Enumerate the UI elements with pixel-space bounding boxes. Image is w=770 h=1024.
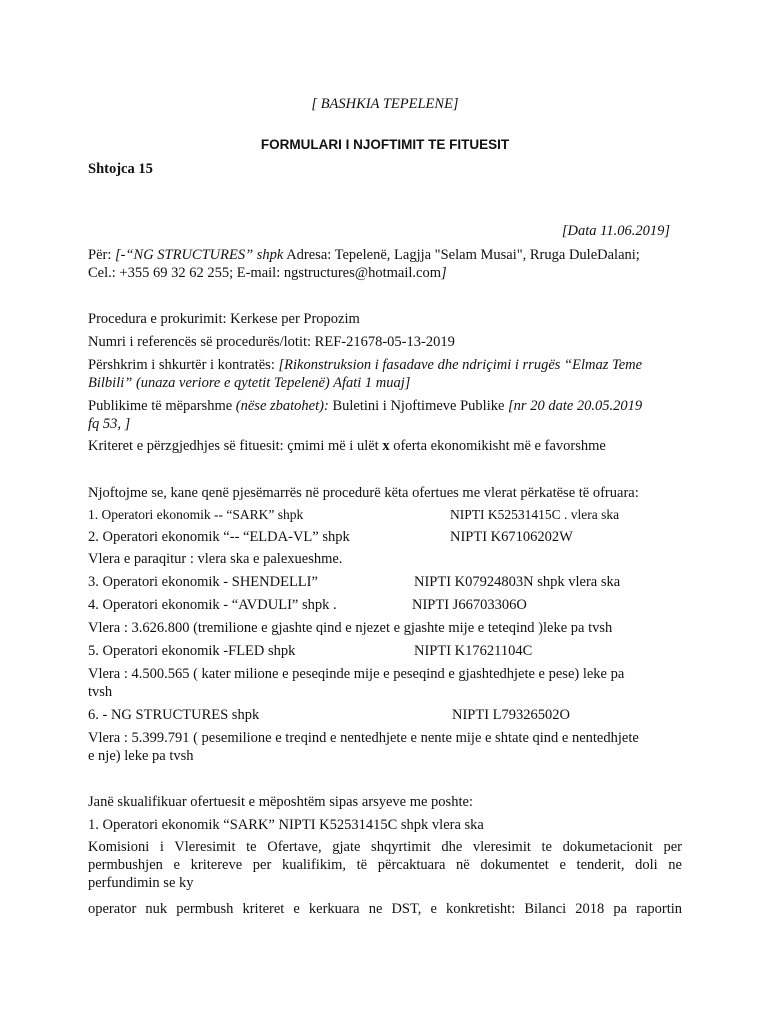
bidder-row-name: 5. Operatori ekonomik -FLED shpk: [88, 643, 296, 659]
bidder-row-nipt: NIPTI L79326502O: [452, 707, 571, 723]
commission-text: perfundimin se ky: [88, 875, 194, 891]
bidder-row-nipt: NIPTI K17621104C: [414, 643, 533, 659]
bidder-row-name: 6. - NG STRUCTURES shpk: [88, 707, 260, 723]
disqualified-row: 1. Operatori ekonomik “SARK” NIPTI K52531415C shpk vlera ska: [88, 817, 484, 833]
bidder-row-nipt: NIPTI K07924803N shpk vlera ska: [414, 574, 621, 590]
procedure-type-value: Kerkese per Propozim: [226, 311, 360, 327]
commission-text: Komisioni i Vleresimit te Ofertave, gjate shqyrtimit dhe vleresimit te dokumetacionit per: [88, 839, 682, 855]
procedure-type: [88, 310, 682, 328]
recipient-contact: Cel.: +355 69 32 62 255; E-mail: ngstructures@hotmail.com: [88, 265, 441, 281]
recipient-address: Adresa: Tepelenë, Lagjja "Selam Musai", Rruga DuleDalani;: [283, 247, 640, 263]
bidder-row: Vlera : 3.626.800 (tremilione e gjashte qind e njezet e gjashte mije e teteqind )leke pa tvsh: [88, 620, 613, 636]
bidder-row: [88, 528, 682, 546]
form-title: FORMULARI I NJOFTIMIT TE FITUESIT: [260, 137, 510, 152]
bidder-row-name: 1. Operatori ekonomik -- “SARK” shpk: [88, 507, 304, 522]
contract-description: [88, 356, 682, 374]
annex-label: Shtojca 15: [88, 161, 153, 177]
selection-criteria-label: Kriteret e përzgjedhjes së fituesit: çmimi më i ulët: [88, 438, 383, 454]
bidder-row: [88, 506, 682, 524]
recipient-line: [88, 246, 682, 264]
bidders-intro: Njoftojme se, kane qenë pjesëmarrës në procedurë këta ofertues me vlerat përkatëse të ofruara:: [88, 485, 639, 501]
selection-criteria-rest: oferta ekonomikisht më e favorshme: [389, 438, 606, 454]
bidder-row-name: 4. Operatori ekonomik - “AVDULI” shpk .: [88, 597, 337, 613]
recipient-contact-line: [88, 264, 682, 282]
contract-description-cont: Bilbili” (unaza veriore e qytetit Tepelenë) Afati 1 muaj]: [88, 375, 411, 391]
bidder-row: [88, 596, 682, 614]
previous-publications-label: Publikime të mëparshme: [88, 398, 236, 414]
bidder-row-nipt: NIPTI K67106202W: [450, 529, 573, 545]
previous-publications-ref: [nr 20 date 20.05.2019: [508, 398, 643, 414]
bidder-row-nipt: NIPTI J66703306O: [412, 597, 527, 613]
bidder-row-nipt: NIPTI K52531415C . vlera ska: [450, 507, 620, 522]
recipient-prefix: Për:: [88, 247, 112, 263]
bidder-row: Vlera : 4.500.565 ( kater milione e peseqinde mije e peseqind e gjashtedhjete e pese) leke pa: [88, 666, 625, 682]
bidder-row-name: 3. Operatori ekonomik - SHENDELLI”: [88, 574, 318, 590]
selection-criteria: [88, 437, 682, 455]
procedure-type-label: Procedura e prokurimit:: [88, 311, 227, 327]
bidder-row: e nje) leke pa tvsh: [88, 748, 194, 764]
municipality-header: [ BASHKIA TEPELENE]: [311, 96, 459, 112]
notice-date: [Data 11.06.2019]: [561, 223, 670, 239]
previous-publications-note: (nëse zbatohet):: [235, 398, 329, 414]
contract-description-label: Përshkrim i shkurtër i kontratës:: [88, 357, 279, 373]
bidder-row: Vlera e paraqitur : vlera ska e palexueshme.: [88, 551, 343, 567]
recipient-name: [-“NG STRUCTURES” shpk: [114, 247, 284, 263]
bidder-row: [88, 706, 682, 724]
contract-description-value: [Rikonstruksion i fasadave dhe ndriçimi i rrugës “Elmaz Teme: [278, 357, 643, 373]
recipient-contact-close: ]: [440, 265, 447, 281]
bidder-row: tvsh: [88, 684, 113, 700]
commission-text: operator nuk permbush kriteret e kerkuara ne DST, e konkretisht: Bilanci 2018 pa raportin: [88, 901, 682, 917]
previous-publications: [88, 397, 682, 415]
procedure-reference: Numri i referencës së procedurës/lotit: REF-21678-05-13-2019: [88, 334, 455, 350]
commission-text: permbushjen e kritereve per kualifikim, të përcaktuara në dokumentet e tenderit, doli ne: [88, 857, 682, 873]
previous-publications-ref-cont: fq 53, ]: [88, 416, 131, 432]
bidder-row: [88, 642, 682, 660]
bidder-row-name: 2. Operatori ekonomik “-- “ELDA-VL” shpk: [88, 529, 350, 545]
selection-criteria-mark: x: [382, 438, 390, 454]
previous-publications-value: Buletini i Njoftimeve Publike: [328, 398, 509, 414]
bidder-row: [88, 573, 682, 591]
bidder-row: Vlera : 5.399.791 ( pesemilione e treqind e nentedhjete e nente mije e shtate qind e nentedhjete: [88, 730, 639, 746]
disqualified-intro: Janë skualifikuar ofertuesit e mëposhtëm sipas arsyeve me poshte:: [88, 794, 473, 810]
